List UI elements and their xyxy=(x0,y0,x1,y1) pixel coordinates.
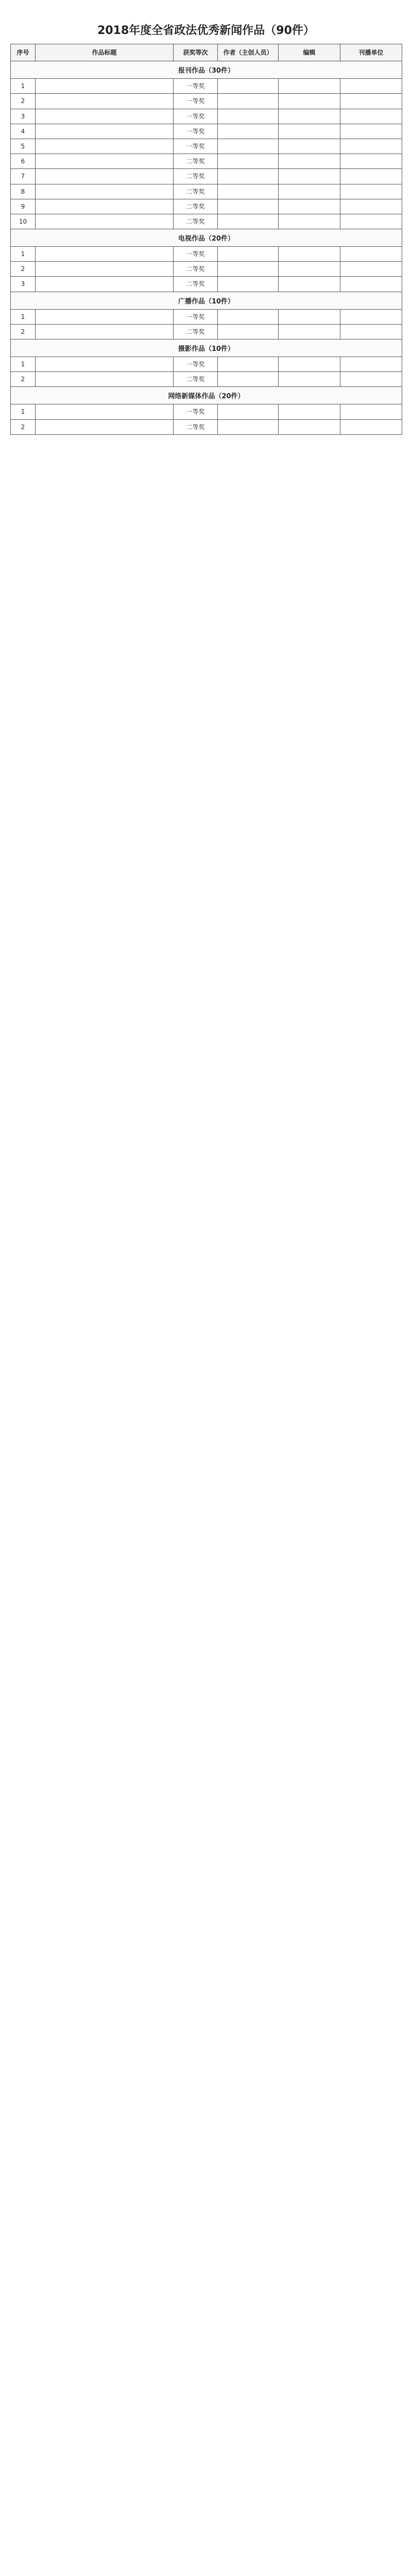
table-row xyxy=(11,310,402,325)
cell-no: 1 xyxy=(11,310,36,324)
table-row xyxy=(11,325,402,340)
cell-editor xyxy=(279,420,340,434)
cell-no: 2 xyxy=(11,325,36,339)
cell-grade: 一等奖 xyxy=(174,404,218,419)
table-row xyxy=(11,277,402,292)
cell-editor xyxy=(279,310,340,324)
cell-editor xyxy=(279,277,340,291)
cell-author xyxy=(218,325,279,339)
cell-grade: 二等奖 xyxy=(174,372,218,386)
cell-editor xyxy=(279,214,340,229)
table-row xyxy=(11,154,402,169)
cell-grade: 一等奖 xyxy=(174,109,218,124)
cell-outlet xyxy=(340,214,402,229)
cell-title xyxy=(36,154,174,168)
cell-author xyxy=(218,262,279,276)
cell-outlet xyxy=(340,199,402,214)
cell-author xyxy=(218,310,279,324)
header-title: 作品标题 xyxy=(36,44,174,61)
cell-title xyxy=(36,357,174,371)
cell-outlet xyxy=(340,420,402,434)
cell-title xyxy=(36,184,174,199)
table-row xyxy=(11,79,402,94)
cell-no: 7 xyxy=(11,169,36,183)
cell-grade: 一等奖 xyxy=(174,357,218,371)
cell-outlet xyxy=(340,94,402,108)
cell-grade: 二等奖 xyxy=(174,214,218,229)
cell-author xyxy=(218,420,279,434)
cell-outlet xyxy=(340,154,402,168)
table-header-row xyxy=(11,44,402,61)
cell-grade: 二等奖 xyxy=(174,325,218,339)
cell-no: 2 xyxy=(11,372,36,386)
table-body xyxy=(11,61,402,435)
cell-outlet xyxy=(340,79,402,93)
cell-no: 9 xyxy=(11,199,36,214)
table-row xyxy=(11,214,402,229)
cell-editor xyxy=(279,124,340,139)
cell-title xyxy=(36,199,174,214)
cell-author xyxy=(218,169,279,183)
header-editor: 编辑 xyxy=(279,44,340,61)
cell-no: 2 xyxy=(11,94,36,108)
cell-author xyxy=(218,357,279,371)
cell-grade: 一等奖 xyxy=(174,139,218,154)
cell-author xyxy=(218,372,279,386)
cell-grade: 二等奖 xyxy=(174,262,218,276)
cell-editor xyxy=(279,184,340,199)
cell-no: 3 xyxy=(11,109,36,124)
cell-outlet xyxy=(340,404,402,419)
table-row xyxy=(11,184,402,199)
cell-title xyxy=(36,94,174,108)
cell-editor xyxy=(279,325,340,339)
cell-outlet xyxy=(340,277,402,291)
table-row xyxy=(11,372,402,387)
cell-no: 6 xyxy=(11,154,36,168)
cell-outlet xyxy=(340,169,402,183)
cell-title xyxy=(36,325,174,339)
table-row xyxy=(11,199,402,214)
cell-title xyxy=(36,169,174,183)
cell-author xyxy=(218,404,279,419)
cell-grade: 二等奖 xyxy=(174,184,218,199)
cell-grade: 一等奖 xyxy=(174,310,218,324)
cell-grade: 二等奖 xyxy=(174,277,218,291)
cell-title xyxy=(36,420,174,434)
cell-title xyxy=(36,277,174,291)
cell-no: 1 xyxy=(11,404,36,419)
cell-title xyxy=(36,372,174,386)
table-row xyxy=(11,124,402,139)
document-page xyxy=(10,0,402,460)
table-row xyxy=(11,139,402,154)
cell-grade: 二等奖 xyxy=(174,154,218,168)
cell-title xyxy=(36,139,174,154)
cell-editor xyxy=(279,139,340,154)
cell-editor xyxy=(279,404,340,419)
cell-grade: 一等奖 xyxy=(174,247,218,261)
cell-author xyxy=(218,277,279,291)
table-row xyxy=(11,94,402,109)
cell-title xyxy=(36,109,174,124)
cell-editor xyxy=(279,169,340,183)
cell-grade: 一等奖 xyxy=(174,94,218,108)
cell-title xyxy=(36,262,174,276)
cell-outlet xyxy=(340,109,402,124)
table-row xyxy=(11,404,402,419)
cell-title xyxy=(36,124,174,139)
cell-no: 8 xyxy=(11,184,36,199)
cell-grade: 二等奖 xyxy=(174,420,218,434)
cell-no: 1 xyxy=(11,79,36,93)
section-title: 电视作品（20件） xyxy=(11,229,402,247)
header-grade: 获奖等次 xyxy=(174,44,218,61)
cell-title xyxy=(36,79,174,93)
section-title: 广播作品（10件） xyxy=(11,292,402,310)
table-row xyxy=(11,247,402,262)
cell-outlet xyxy=(340,184,402,199)
cell-no: 4 xyxy=(11,124,36,139)
table-row xyxy=(11,420,402,435)
cell-author xyxy=(218,214,279,229)
table-row xyxy=(11,262,402,277)
cell-author xyxy=(218,154,279,168)
cell-title xyxy=(36,214,174,229)
cell-editor xyxy=(279,199,340,214)
cell-editor xyxy=(279,154,340,168)
cell-editor xyxy=(279,357,340,371)
section-title: 摄影作品（10件） xyxy=(11,340,402,357)
cell-author xyxy=(218,184,279,199)
cell-grade: 一等奖 xyxy=(174,124,218,139)
page-title: 2018年度全省政法优秀新闻作品（90件） xyxy=(97,24,315,37)
cell-no: 1 xyxy=(11,357,36,371)
cell-outlet xyxy=(340,357,402,371)
cell-editor xyxy=(279,247,340,261)
cell-no: 3 xyxy=(11,277,36,291)
cell-no: 2 xyxy=(11,420,36,434)
header-outlet: 刊播单位 xyxy=(340,44,402,61)
cell-editor xyxy=(279,109,340,124)
cell-grade: 二等奖 xyxy=(174,169,218,183)
cell-editor xyxy=(279,94,340,108)
cell-editor xyxy=(279,262,340,276)
awards-table xyxy=(10,44,402,435)
cell-editor xyxy=(279,79,340,93)
table-row xyxy=(11,169,402,184)
cell-author xyxy=(218,79,279,93)
cell-title xyxy=(36,247,174,261)
header-no: 序号 xyxy=(11,44,36,61)
cell-author xyxy=(218,94,279,108)
cell-grade: 一等奖 xyxy=(174,79,218,93)
cell-no: 5 xyxy=(11,139,36,154)
table-row xyxy=(11,109,402,124)
table-row xyxy=(11,357,402,372)
cell-no: 2 xyxy=(11,262,36,276)
section-title: 网络新媒体作品（20件） xyxy=(11,387,402,404)
cell-outlet xyxy=(340,325,402,339)
cell-no: 10 xyxy=(11,214,36,229)
section-title: 报刊作品（30件） xyxy=(11,61,402,79)
cell-outlet xyxy=(340,262,402,276)
cell-no: 1 xyxy=(11,247,36,261)
cell-title xyxy=(36,404,174,419)
cell-outlet xyxy=(340,310,402,324)
cell-grade: 二等奖 xyxy=(174,199,218,214)
cell-author xyxy=(218,247,279,261)
cell-outlet xyxy=(340,139,402,154)
cell-author xyxy=(218,124,279,139)
header-author: 作者（主创人员） xyxy=(218,44,279,61)
cell-author xyxy=(218,199,279,214)
cell-outlet xyxy=(340,247,402,261)
cell-author xyxy=(218,139,279,154)
cell-editor xyxy=(279,372,340,386)
cell-outlet xyxy=(340,372,402,386)
cell-author xyxy=(218,109,279,124)
cell-title xyxy=(36,310,174,324)
cell-outlet xyxy=(340,124,402,139)
